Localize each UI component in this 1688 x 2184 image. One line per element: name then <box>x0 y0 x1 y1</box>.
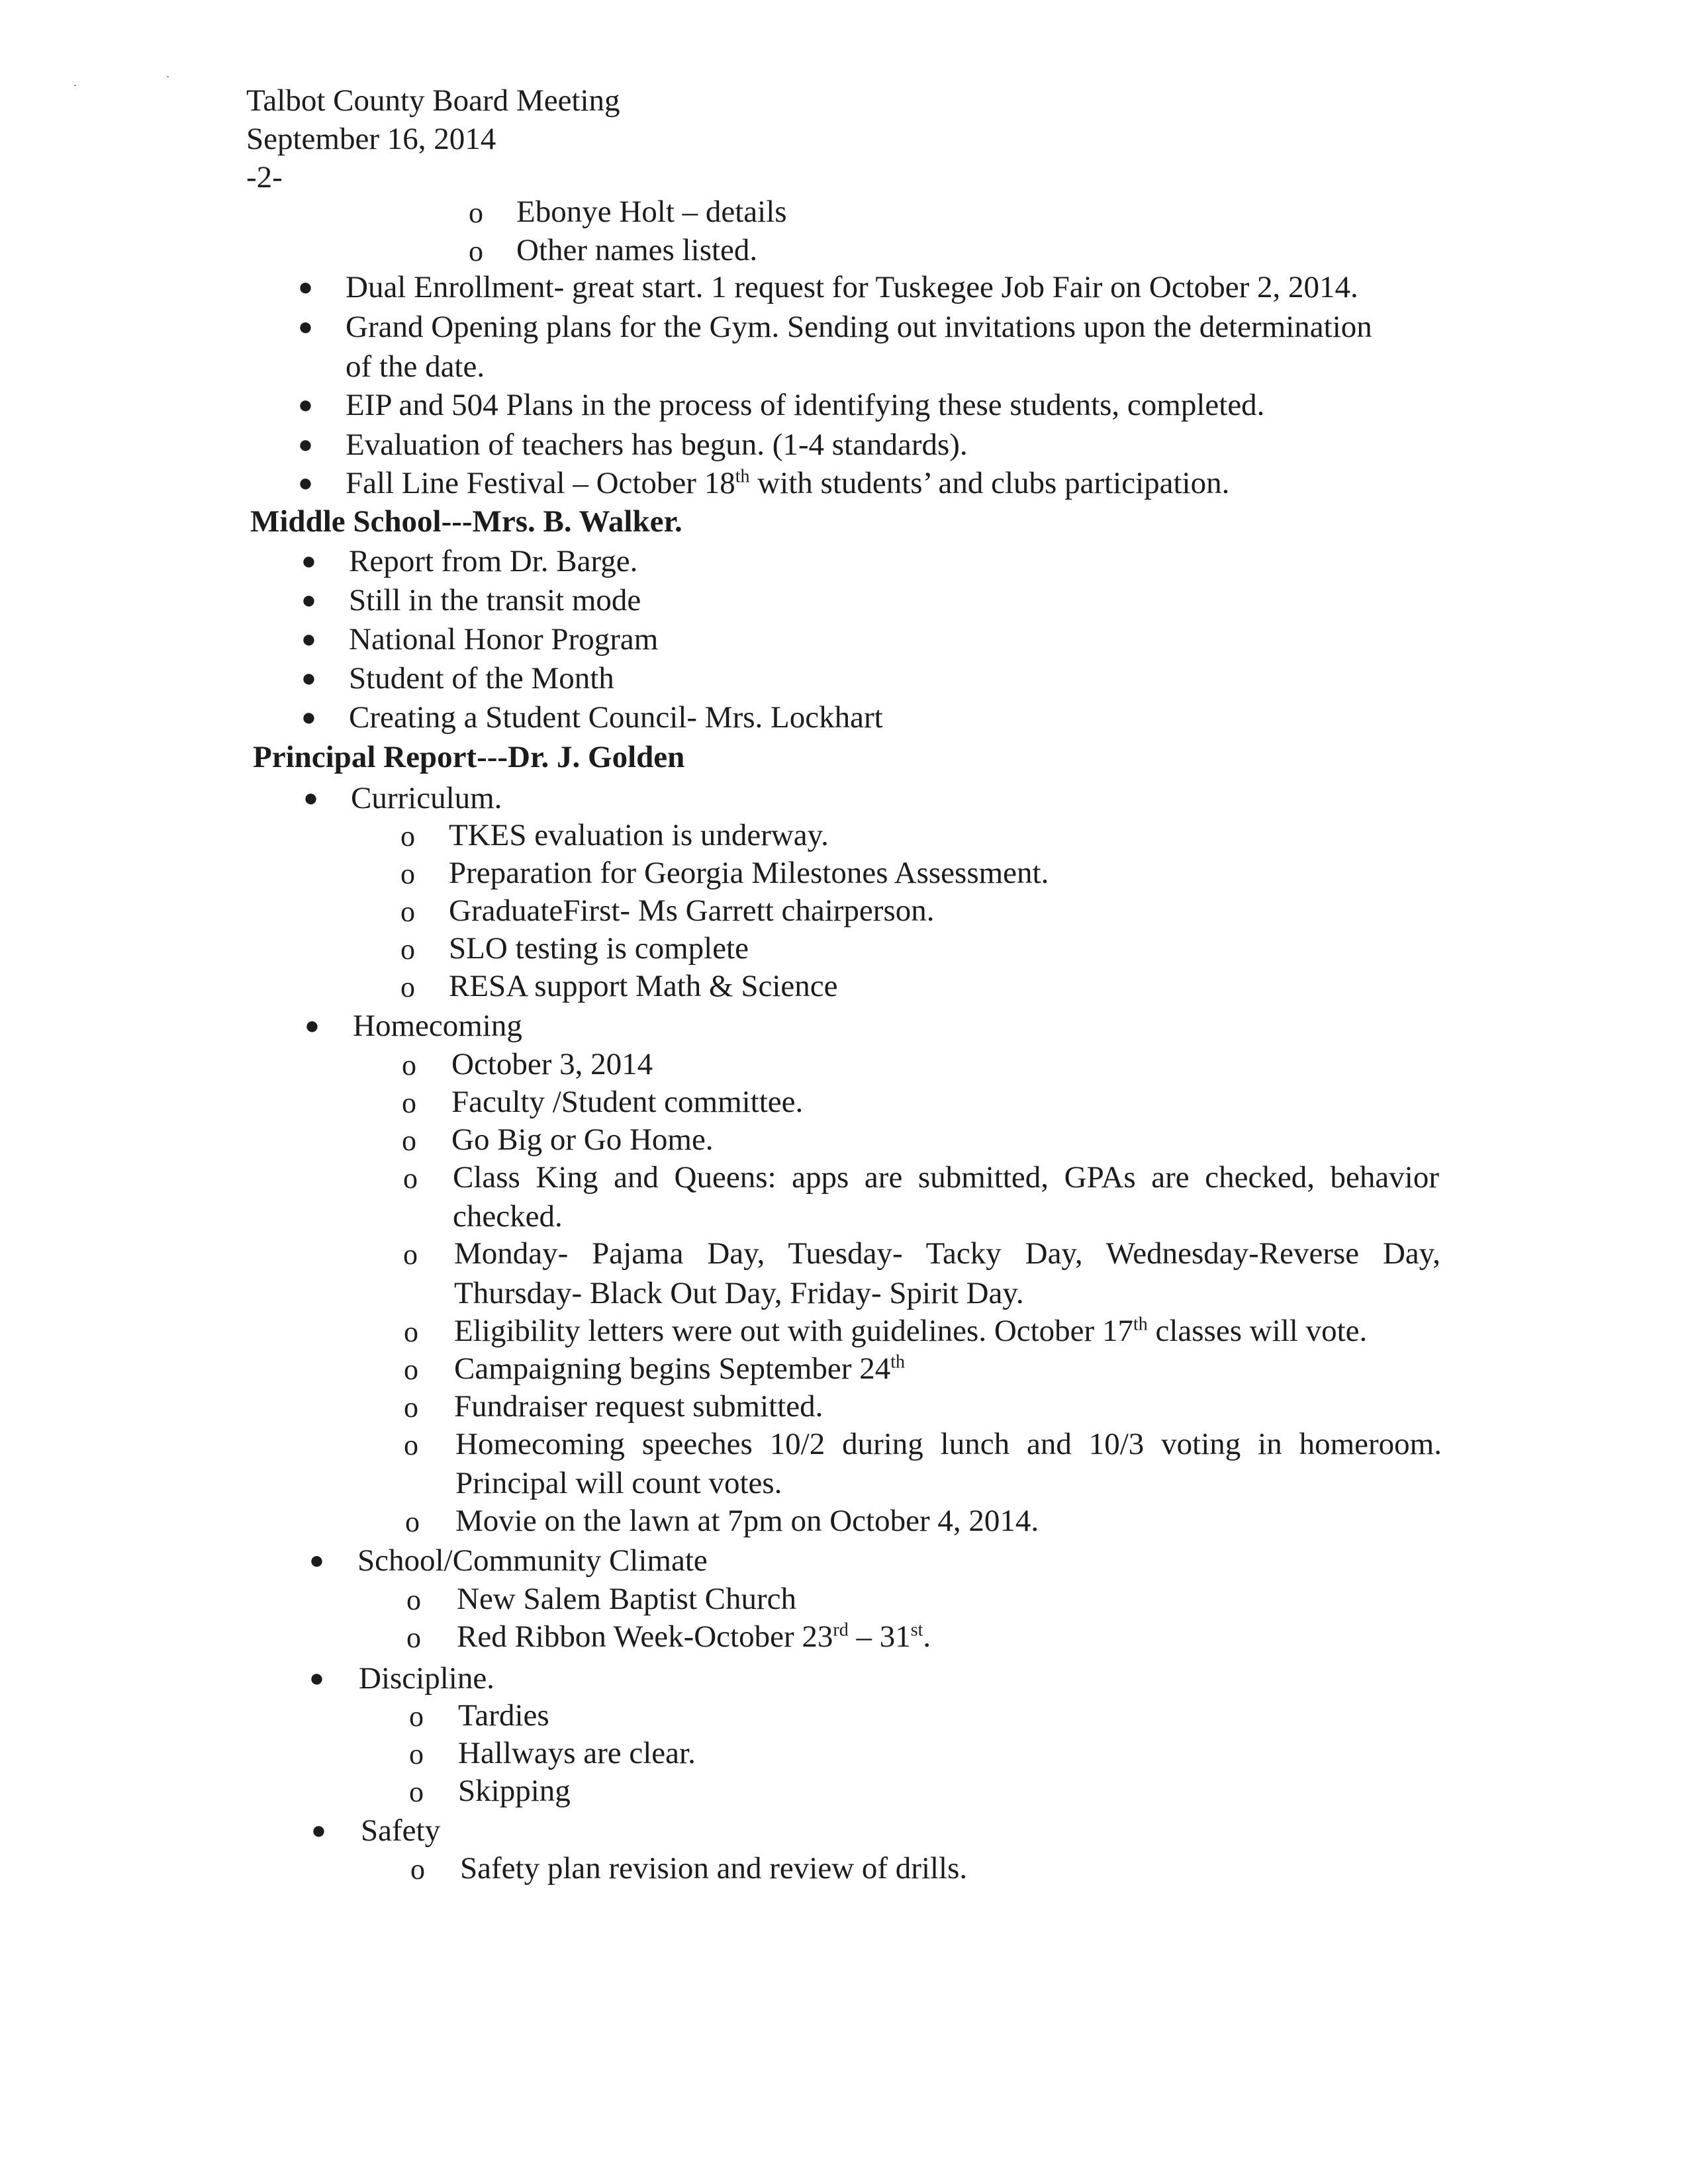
sub-bullet-marker: o <box>410 1853 425 1886</box>
bullet-item: National Honor Program <box>349 622 659 657</box>
sub-item: Tardies <box>458 1698 549 1733</box>
scan-speck <box>74 85 76 86</box>
sub-bullet-marker: o <box>400 971 415 1003</box>
sub-item-continuation: Principal will count votes. <box>455 1466 782 1500</box>
sub-item: Fundraiser request submitted. <box>454 1389 823 1424</box>
bullet-marker: ● <box>298 391 313 419</box>
bullet-marker: ● <box>301 547 316 575</box>
sub-bullet-marker: o <box>403 1238 418 1271</box>
bullet-marker: ● <box>301 704 316 731</box>
sub-bullet-marker: o <box>409 1738 424 1770</box>
sub-bullet-marker: o <box>404 1429 418 1461</box>
sub-item-continuation: Thursday- Black Out Day, Friday- Spirit Day. <box>454 1276 1024 1310</box>
bullet-item-homecoming: Homecoming <box>353 1009 522 1043</box>
scan-speck <box>167 76 169 77</box>
bullet-marker: ● <box>311 1817 326 1844</box>
sub-bullet-marker: o <box>400 858 415 890</box>
sub-bullet-marker: o <box>403 1162 418 1195</box>
sub-item-continuation: checked. <box>453 1199 563 1234</box>
bullet-item: Creating a Student Council- Mrs. Lockhart <box>349 700 883 735</box>
sub-bullet-marker: o <box>405 1506 420 1538</box>
sub-bullet-marker: o <box>469 235 483 267</box>
section-heading-middle-school: Middle School---Mrs. B. Walker. <box>250 504 682 539</box>
sub-item: Safety plan revision and review of drills. <box>460 1851 968 1886</box>
bullet-marker: ● <box>298 313 313 341</box>
sub-item: Go Big or Go Home. <box>451 1122 714 1157</box>
sub-bullet-marker: o <box>400 820 415 852</box>
bullet-marker: ● <box>301 586 316 614</box>
sub-item: Skipping <box>458 1774 571 1808</box>
sub-item: Monday- Pajama Day, Tuesday- Tacky Day, Wednesday-Reverse Day, <box>454 1236 1440 1271</box>
bullet-item: Dual Enrollment- great start. 1 request for Tuskegee Job Fair on October 2, 2014. <box>346 270 1358 304</box>
sub-item: Red Ribbon Week-October 23rd – 31st. <box>457 1619 931 1654</box>
sub-bullet-marker: o <box>402 1049 416 1081</box>
bullet-marker: ● <box>305 1012 320 1040</box>
sub-bullet-marker: o <box>409 1776 424 1808</box>
meeting-title: Talbot County Board Meeting <box>246 83 620 118</box>
bullet-item: Evaluation of teachers has begun. (1-4 standards). <box>346 428 968 462</box>
bullet-marker: ● <box>298 469 313 497</box>
sub-bullet-marker: o <box>409 1700 424 1733</box>
bullet-marker: ● <box>303 784 318 812</box>
sub-item: Ebonye Holt – details <box>516 195 787 229</box>
sub-bullet-marker: o <box>400 933 415 966</box>
sub-item: Movie on the lawn at 7pm on October 4, 2014. <box>455 1504 1039 1538</box>
sub-bullet-marker: o <box>404 1353 418 1386</box>
bullet-item-discipline: Discipline. <box>359 1661 494 1696</box>
bullet-item: EIP and 504 Plans in the process of identifying these students, completed. <box>346 388 1265 422</box>
sub-item: Other names listed. <box>516 233 758 267</box>
bullet-item-curriculum: Curriculum. <box>351 781 502 815</box>
sub-item: TKES evaluation is underway. <box>449 818 829 852</box>
section-heading-principal-report: Principal Report---Dr. J. Golden <box>253 740 685 774</box>
sub-item: October 3, 2014 <box>451 1047 653 1081</box>
sub-bullet-marker: o <box>469 197 483 229</box>
bullet-marker: ● <box>309 1664 324 1692</box>
sub-item: GraduateFirst- Ms Garrett chairperson. <box>449 893 935 928</box>
sub-item: New Salem Baptist Church <box>457 1582 797 1616</box>
sub-bullet-marker: o <box>400 895 415 928</box>
bullet-item: Grand Opening plans for the Gym. Sending out invitations upon the determination <box>346 310 1372 344</box>
bullet-item-climate: School/Community Climate <box>357 1543 708 1578</box>
meeting-date: September 16, 2014 <box>246 122 496 156</box>
bullet-marker: ● <box>301 625 316 653</box>
sub-bullet-marker: o <box>404 1391 418 1424</box>
sub-item: Faculty /Student committee. <box>451 1085 804 1119</box>
bullet-item: Fall Line Festival – October 18th with students’ and clubs participation. <box>346 466 1230 500</box>
bullet-item-safety: Safety <box>361 1813 441 1848</box>
bullet-item: Student of the Month <box>349 661 614 696</box>
bullet-marker: ● <box>298 273 313 301</box>
sub-item: Eligibility letters were out with guidelines. October 17th classes will vote. <box>454 1314 1368 1348</box>
bullet-marker: ● <box>301 664 316 692</box>
bullet-item: Still in the transit mode <box>349 583 641 617</box>
sub-item: Hallways are clear. <box>458 1736 696 1770</box>
sub-item: Class King and Queens: apps are submitted, GPAs are checked, behavior <box>453 1160 1439 1195</box>
sub-item: Campaigning begins September 24th <box>454 1351 905 1386</box>
page-number: -2- <box>246 160 283 195</box>
sub-item: Preparation for Georgia Milestones Assessment. <box>449 856 1049 890</box>
sub-bullet-marker: o <box>406 1621 421 1654</box>
bullet-marker: ● <box>309 1547 324 1574</box>
bullet-marker: ● <box>298 431 313 459</box>
bullet-item-continuation: of the date. <box>346 349 485 384</box>
sub-item: RESA support Math & Science <box>449 969 838 1003</box>
sub-bullet-marker: o <box>402 1087 416 1119</box>
sub-item: SLO testing is complete <box>449 931 749 966</box>
bullet-item: Report from Dr. Barge. <box>349 544 638 578</box>
sub-bullet-marker: o <box>402 1124 416 1157</box>
sub-item: Homecoming speeches 10/2 during lunch and 10/3 voting in homeroom. <box>455 1427 1442 1461</box>
sub-bullet-marker: o <box>404 1316 418 1348</box>
sub-bullet-marker: o <box>406 1584 421 1616</box>
